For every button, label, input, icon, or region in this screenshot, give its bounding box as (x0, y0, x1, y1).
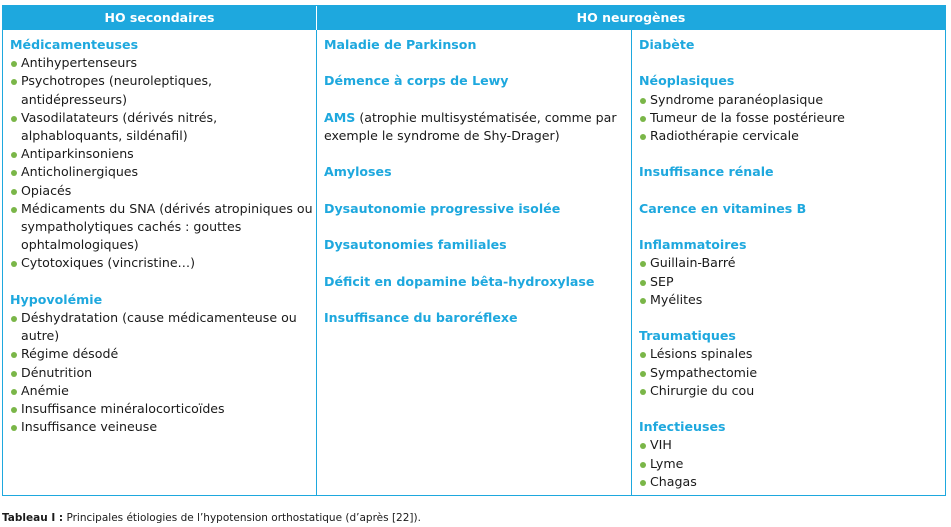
list-item: Psychotropes (neuroleptiques, antidépresseurs) (10, 72, 316, 108)
category-title: AMS (atrophie multisystématisée, comme par exemple le syndrome de Shy-Drager) (324, 109, 617, 143)
item-list (639, 254, 945, 309)
list-item: Dénutrition (10, 364, 316, 382)
category-title: Insuffisance rénale (639, 164, 774, 180)
item-list (639, 345, 945, 400)
category-title: Amyloses (324, 164, 392, 180)
category-title: Infectieuses (639, 419, 726, 435)
list-item: Radiothérapie cervicale (639, 127, 945, 145)
list-item: Lésions spinales (639, 345, 945, 363)
list-item: VIH (639, 436, 945, 454)
category-title: Traumatiques (639, 328, 736, 344)
column-secondaires (3, 30, 317, 495)
category-title: Carence en vitamines B (639, 200, 807, 216)
list-item: Vasodilatateurs (dérivés nitrés, alphabloquants, sildénafil) (10, 109, 316, 145)
list-item: Myélites (639, 291, 945, 309)
list-item: Chagas (639, 473, 945, 491)
item-list (639, 436, 945, 491)
list-item: Déshydratation (cause médicamenteuse ou autre) (10, 309, 316, 345)
list-item: Guillain-Barré (639, 254, 945, 272)
category-title: Déficit en dopamine bêta-hydroxylase (324, 273, 595, 289)
header-ho-neurogenes: HO neurogènes (317, 6, 945, 30)
list-item: Régime désodé (10, 345, 316, 363)
list-item: Cytotoxiques (vincristine…) (10, 254, 316, 272)
category-title: Dysautonomie progressive isolée (324, 200, 561, 216)
etiology-table (2, 5, 946, 496)
category-title: Démence à corps de Lewy (324, 73, 509, 89)
category-title: Hypovolémie (10, 291, 103, 307)
item-list (639, 91, 945, 146)
category-title: Dysautonomies familiales (324, 237, 507, 253)
list-item: Antihypertenseurs (10, 54, 316, 72)
list-item: Médicaments du SNA (dérivés atropiniques ou sympatholytiques cachés : gouttes ophtalmologiques) (10, 200, 316, 255)
list-item: Tumeur de la fosse postérieure (639, 109, 945, 127)
list-item: Sympathectomie (639, 364, 945, 382)
list-item: Insuffisance veineuse (10, 418, 316, 436)
category-title: Diabète (639, 37, 695, 52)
list-item: Lyme (639, 455, 945, 473)
caption-text: Principales étiologies de l’hypotension orthostatique (d’après [22]). (63, 512, 421, 524)
list-item: Chirurgie du cou (639, 382, 945, 400)
item-list (10, 54, 316, 272)
category-title: Inflammatoires (639, 237, 747, 253)
list-item: Opiacés (10, 182, 316, 200)
list-item: Antiparkinsoniens (10, 145, 316, 163)
list-item: Anémie (10, 382, 316, 400)
header-ho-secondaires: HO secondaires (3, 6, 316, 30)
caption-label: Tableau I : (2, 512, 64, 524)
category-title: Maladie de Parkinson (324, 37, 477, 52)
column-neurogenes-peripheral (632, 30, 945, 495)
category-title: Néoplasiques (639, 73, 735, 89)
item-list (10, 309, 316, 436)
table-caption (2, 512, 421, 524)
category-title: Médicamenteuses (10, 37, 139, 52)
list-item: Anticholinergiques (10, 163, 316, 181)
list-item: Syndrome paranéoplasique (639, 91, 945, 109)
category-title: Insuffisance du baroréflexe (324, 309, 518, 325)
list-item: Insuffisance minéralocorticoïdes (10, 400, 316, 418)
list-item: SEP (639, 273, 945, 291)
column-neurogenes-central (317, 30, 632, 495)
